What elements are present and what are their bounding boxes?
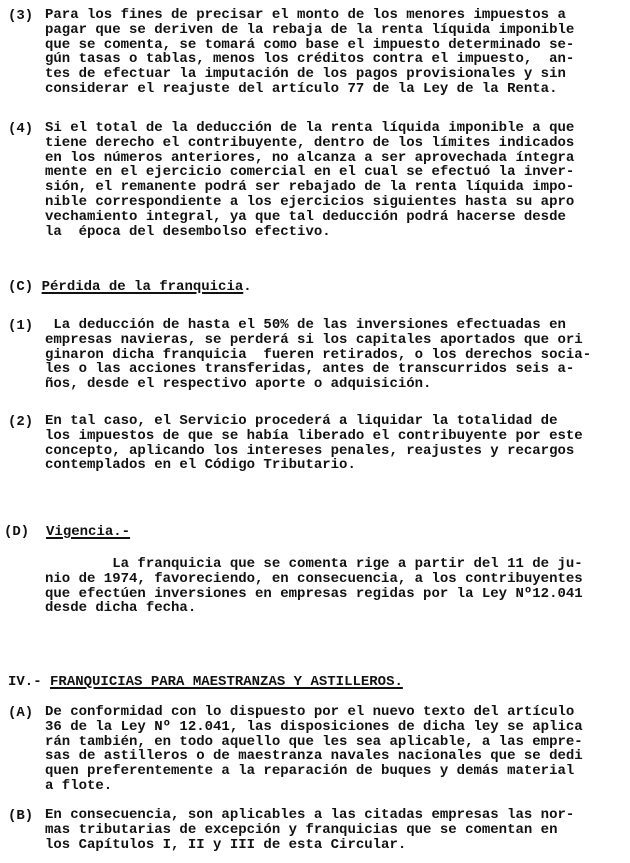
text-line: desde dicha fecha. [45,600,197,617]
text-line: contemplados en el Código Tributario. [45,457,356,474]
item-label: (4) [8,121,34,137]
text-line: gún tasas o tablas, menos los créditos contra el impuesto, an- [45,51,575,68]
text-line: rán también, en todo aquello que les sea aplicable, a las empre- [45,733,583,750]
text-line: sas de astilleros o de maestranza navales nacionales que se dedi [45,748,583,765]
text-line: vechamiento integral, ya que tal deducción podrá hacerse desde [45,208,566,225]
text-line: ginaron dicha franquicia fueren retirados, o los derechos socia- [45,346,592,363]
section-title: FRANQUICIAS PARA MAESTRANZAS Y ASTILLEROS. [50,674,403,690]
item-label: (A) [8,705,34,721]
text-line: que se comenta, se tomará como base el impuesto determinado se- [45,36,575,53]
text-line: los Capítulos I, II y III de esta Circular. [45,836,407,853]
text-line: sión, el remanente podrá ser rebajado de la renta líquida impo- [45,179,575,196]
section-title-end: . [243,279,252,295]
item-label: (3) [8,8,34,24]
text-line: De conformidad con lo dispuesto por el nuevo texto del artículo [45,704,575,720]
item-label: (2) [8,414,34,430]
text-line: La deducción de hasta el 50% de las inversiones efectuadas en [45,317,566,333]
text-line: mas tributarias de excepción y franquicias que se comentan en [45,821,558,838]
text-line: tiene derecho el contribuyente, dentro de los límites indicados [45,134,575,151]
text-line: nio de 1974, favoreciendo, en consecuencia, a los contribuyentes [45,570,583,587]
section-label: IV.- [8,674,42,690]
item-label: (B) [8,808,34,824]
text-line: 36 de la Ley Nº 12.041, las disposiciones de dicha ley se aplica [45,718,583,735]
text-line: a flote. [45,777,113,794]
section-iv-heading [8,674,403,690]
section-d-heading [4,524,130,540]
text-line: nible correspondiente a los ejercicios siguientes hasta su apro [45,193,575,210]
text-line: les o las acciones transferidas, antes de transcurridos seis a- [45,361,575,378]
text-line: pagar que se deriven de la rebaja de la renta líquida imponible [45,21,575,38]
text-line: en los números anteriores, no alcanza a ser aprovechada íntegra [45,149,575,166]
text-line: concepto, aplicando los intereses penales, reajustes y recargos [45,442,575,459]
text-line: Para los fines de precisar el monto de los menores impuestos a [45,7,566,23]
text-line: empresas navieras, se perderá si los capitales aportados que ori [45,331,583,348]
text-line: ños, desde el respectivo aporte o adquisición. [45,376,432,393]
item-label: (1) [8,318,34,334]
section-title: Pérdida de la franquicia [41,279,244,295]
text-line: tes de efectuar la imputación de los pagos provisionales y sin [45,66,566,83]
text-line: quen preferentemente a la reparación de buques y demás material [45,763,575,780]
text-line: la época del desembolso efectivo. [45,223,331,240]
text-line: En consecuencia, son aplicables a las citadas empresas las nor- [45,807,575,823]
text-line: En tal caso, el Servicio procederá a liquidar la totalidad de [45,413,558,429]
section-label: (D) [4,524,30,540]
text-line: Si el total de la deducción de la renta líquida imponible a que [45,120,575,136]
text-line: los impuestos de que se había liberado el contribuyente por este [45,427,583,444]
text-line: considerar el reajuste del artículo 77 de la Ley de la Renta. [45,80,558,97]
section-title: Vigencia.- [46,524,131,540]
text-line: que efectúen inversiones en empresas regidas por la Ley Nº12.041 [45,585,583,602]
section-label: (C) [8,279,34,295]
text-line: La franquicia que se comenta rige a partir del 11 de ju- [45,556,583,572]
text-line: mente en el ejercicio comercial en el cual se efectuó la inver- [45,164,575,181]
section-c-heading [8,279,252,295]
